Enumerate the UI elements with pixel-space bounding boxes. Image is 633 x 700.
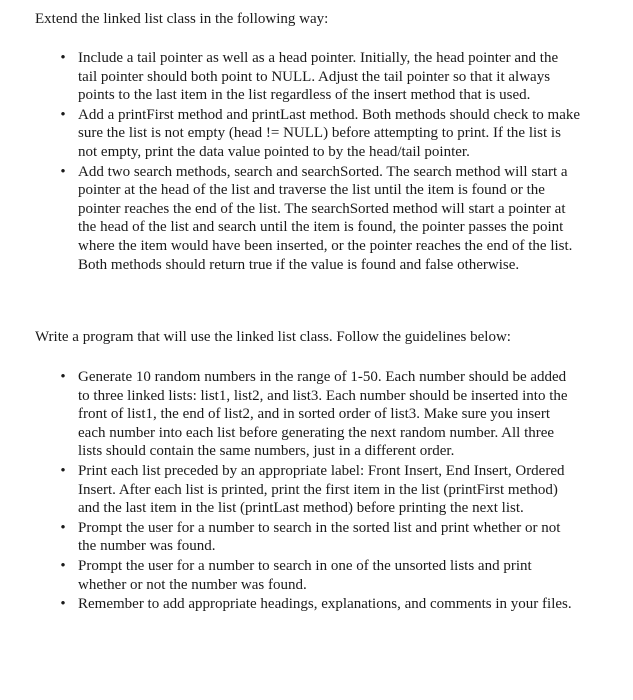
list-item-text: Add a printFirst method and printLast method. Both methods should check to make sure the list is not empty (head != NULL) before attempting to print. If the list is not empty, print the data value pointed to by the head/tail pointer. <box>78 106 581 160</box>
list-item-text: Prompt the user for a number to search in the sorted list and print whether or not the number was found. <box>78 519 561 555</box>
list-item <box>0 163 633 275</box>
bullet-icon: • <box>60 50 66 66</box>
bullet-icon: • <box>60 557 66 574</box>
section2-intro: Write a program that will use the linked list class. Follow the guidelines below: <box>35 329 511 345</box>
bullet-icon: • <box>60 519 66 536</box>
section1-list <box>0 49 633 275</box>
list-item-text: Print each list preceded by an appropriate label: Front Insert, End Insert, Ordered Insert. After each list is printed, print the first item in the list (printFirst method) and the last item in the list (printLast method) before printing the next list. <box>78 462 565 517</box>
list-item <box>0 368 633 461</box>
list-item-text: Include a tail pointer as well as a head pointer. Initially, the head pointer and the tail pointer should both point to NULL. Adjust the tail pointer so that it always points to the last item in the list regardless of the insert method that is used. <box>78 50 559 104</box>
bullet-icon: • <box>60 163 66 180</box>
bullet-icon: • <box>60 369 66 385</box>
bullet-icon: • <box>60 106 66 123</box>
list-item <box>0 519 633 556</box>
section2-list <box>0 368 633 615</box>
section1-intro: Extend the linked list class in the following way: <box>35 11 329 27</box>
list-item <box>0 557 633 594</box>
list-item-text: Remember to add appropriate headings, explanations, and comments in your files. <box>78 596 572 613</box>
list-item <box>0 595 633 614</box>
list-item-text: Generate 10 random numbers in the range of 1-50. Each number should be added to three linked lists: list1, list2, and list3. Each number should be inserted into the front of list1, the end of list2, and in sorted order of list3. Make sure you insert each number into each list before generating the next random number. All three lists should contain the same numbers, just in a different order. <box>78 369 568 460</box>
bullet-icon: • <box>60 462 66 479</box>
bullet-icon: • <box>60 596 66 613</box>
list-item <box>0 462 633 518</box>
list-item <box>0 106 633 162</box>
list-item-text: Prompt the user for a number to search in one of the unsorted lists and print whether or not the number was found. <box>78 557 532 593</box>
list-item-text: Add two search methods, search and searchSorted. The search method will start a pointer at the head of the list and traverse the list until the item is found or the pointer reaches the end of the list. The searchSorted method will start a pointer at the head of the list and search until the item is found, the pointer passes the point where the item would have been inserted, or the pointer reaches the end of the list. Both methods should return true if the value is found and false otherwise. <box>78 163 573 273</box>
list-item <box>0 49 633 105</box>
